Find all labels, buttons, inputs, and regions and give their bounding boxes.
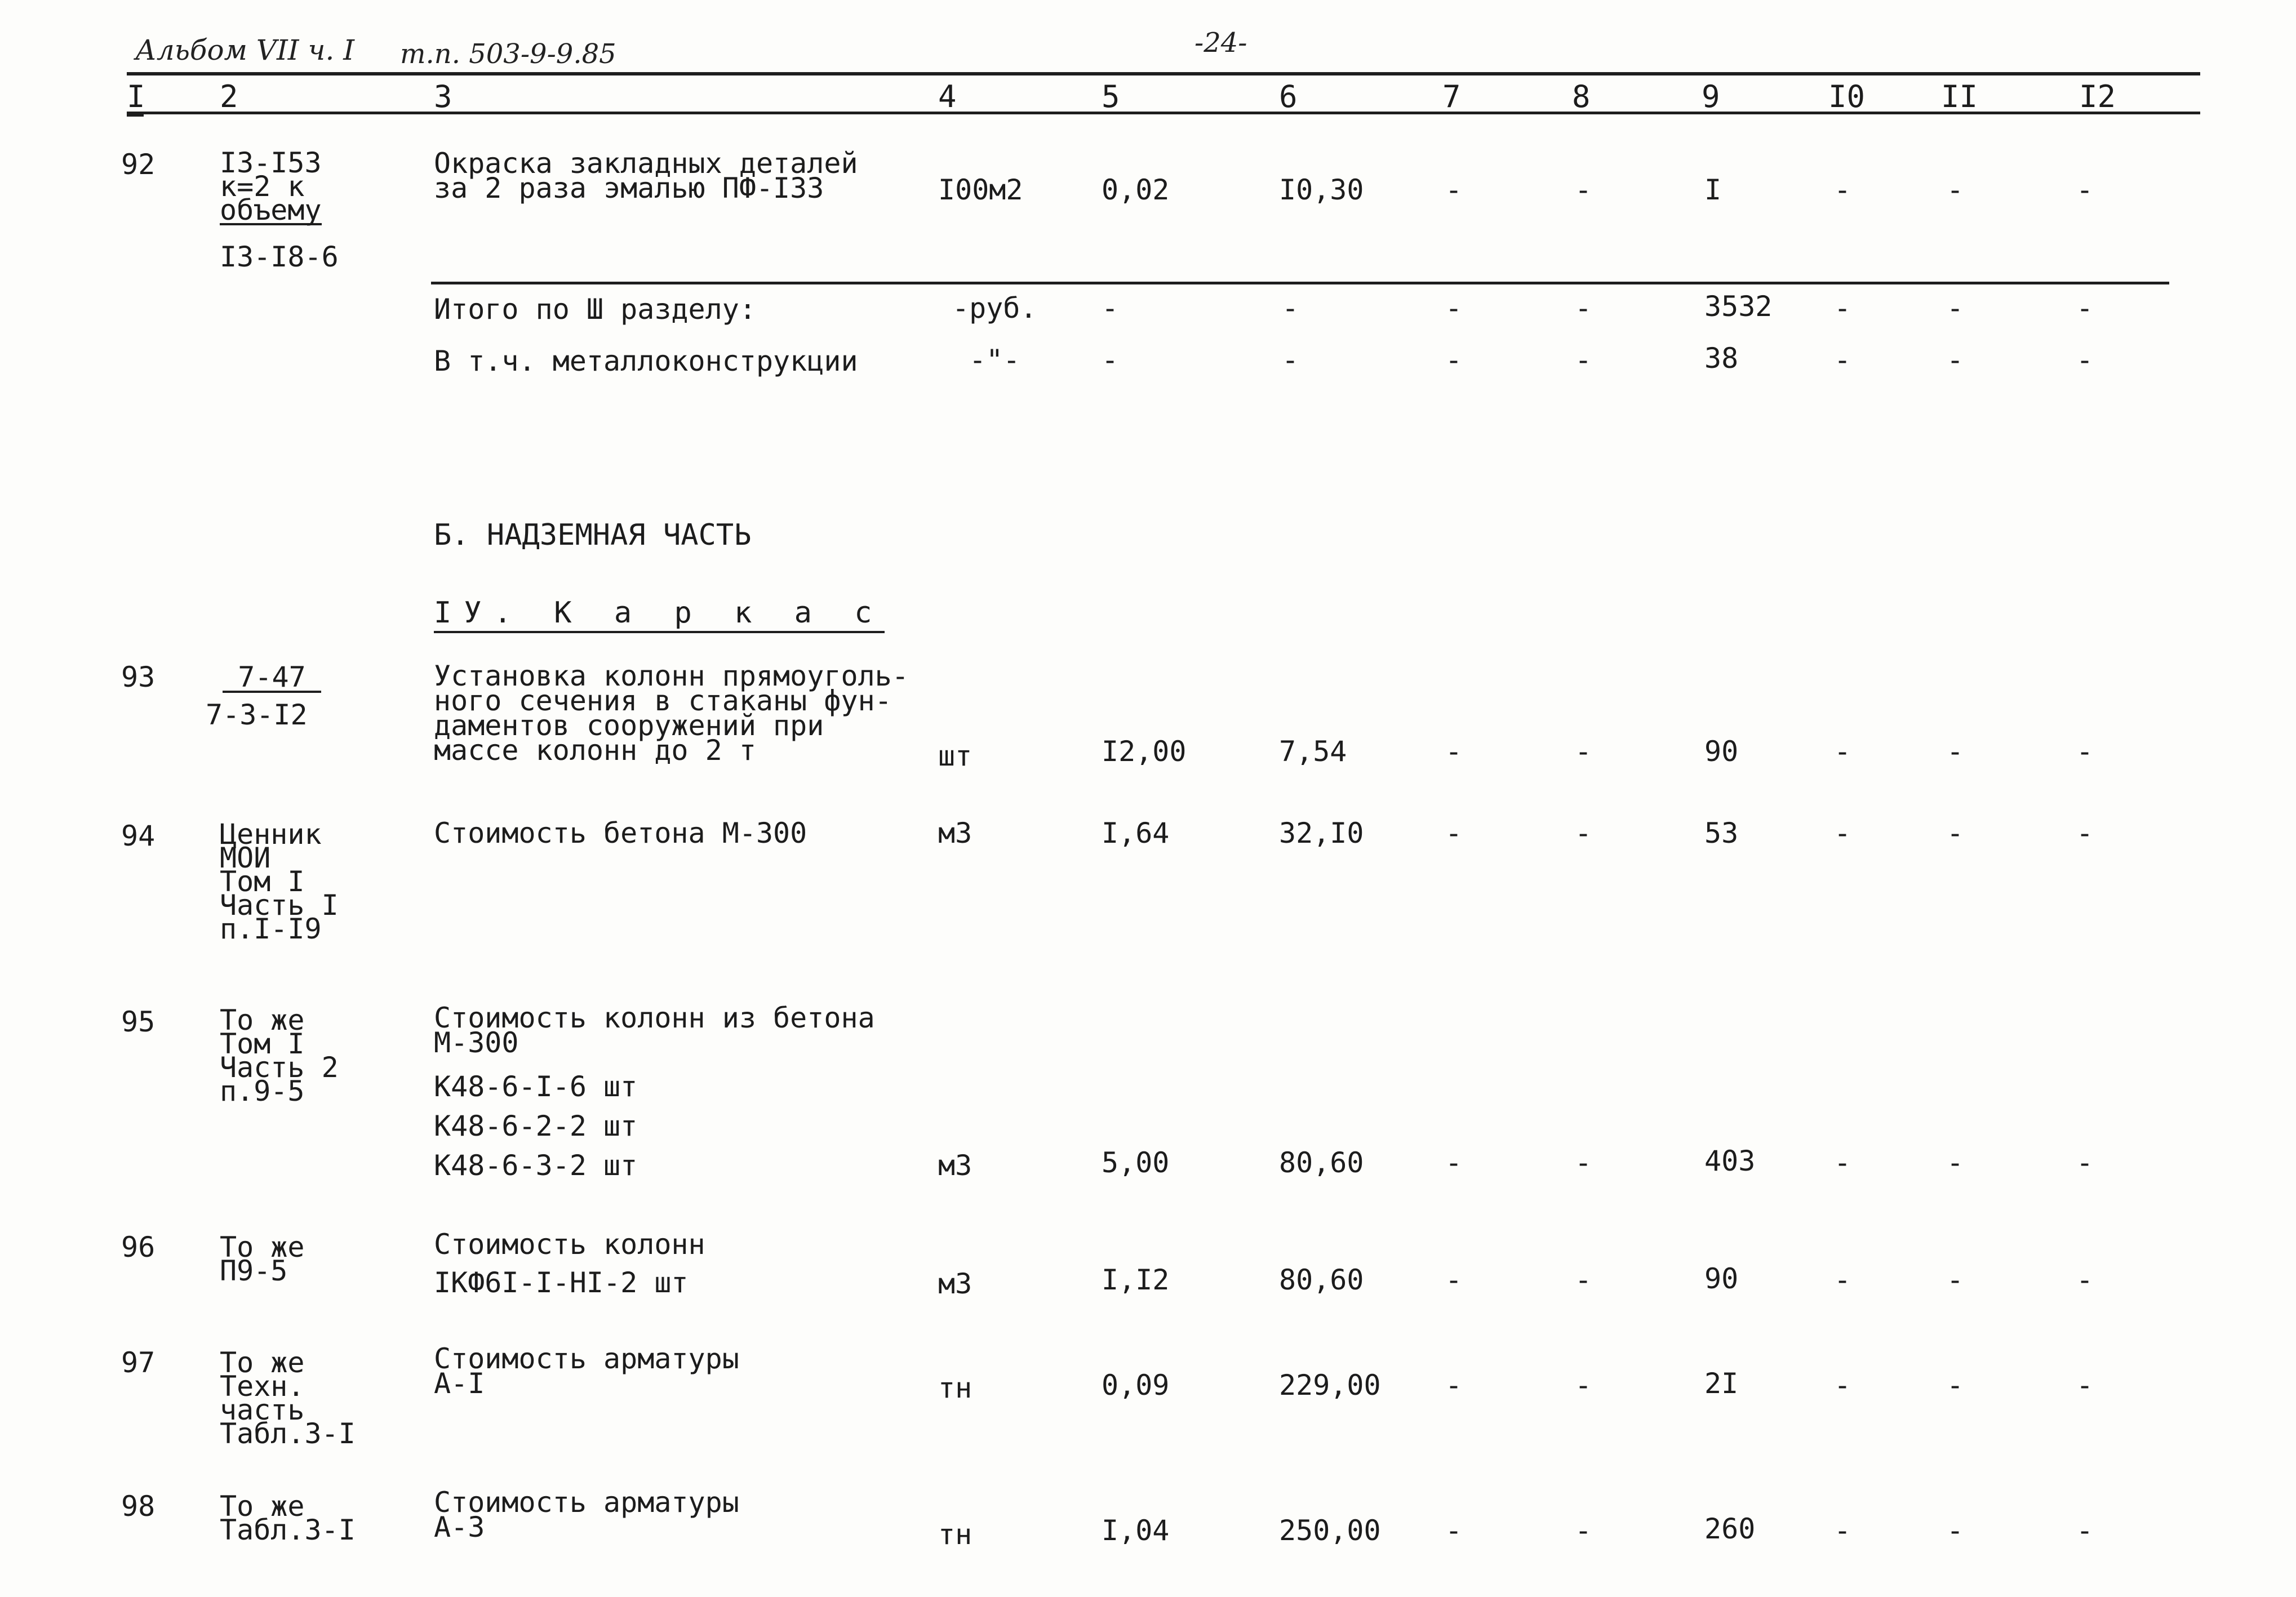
code-below: I3-I8-6: [220, 241, 339, 273]
col12-cell: -: [2076, 1514, 2094, 1547]
col9-cell: 90: [1704, 1262, 1739, 1295]
code-below: 7-3-I2: [206, 699, 308, 731]
unit-cell: шт: [938, 740, 972, 772]
col7-cell: -: [1445, 344, 1463, 376]
col8-cell: -: [1575, 174, 1592, 206]
col11-cell: -: [1947, 1146, 1964, 1179]
row-number: 94: [121, 820, 156, 852]
col9-cell: 403: [1704, 1145, 1756, 1177]
code-cell: То же Техн. часть Табл.3-I: [220, 1346, 356, 1450]
col11-cell: -: [1947, 817, 1964, 849]
col5-cell: -: [1102, 344, 1119, 376]
col5-cell: I,64: [1102, 817, 1170, 849]
album-label: Альбом VII ч. I: [135, 34, 355, 66]
col8-cell: -: [1575, 1146, 1592, 1179]
col-header-11: II: [1941, 79, 1978, 114]
element-item: К48-6-3-2 шт: [434, 1149, 638, 1182]
description-cell: Стоимость бетона М-300: [434, 817, 807, 849]
col5-cell: 5,00: [1102, 1146, 1170, 1179]
col-header-4: 4: [938, 79, 957, 114]
col10-cell: -: [1834, 292, 1851, 324]
element-item: К48-6-I-6 шт: [434, 1070, 638, 1103]
unit-cell: -"-: [969, 344, 1020, 376]
col10-cell: -: [1834, 735, 1851, 768]
col6-cell: -: [1282, 292, 1299, 324]
col10-cell: -: [1834, 1264, 1851, 1296]
col11-cell: -: [1947, 292, 1964, 324]
col8-cell: -: [1575, 292, 1592, 324]
col11-cell: -: [1947, 1264, 1964, 1296]
col-header-6: 6: [1279, 79, 1298, 114]
col6-cell: 250,00: [1279, 1514, 1381, 1547]
description-cell: Окраска закладных деталей за 2 раза эмалью ПФ-I33: [434, 147, 858, 204]
col6-cell: 7,54: [1279, 735, 1347, 768]
col-header-5: 5: [1102, 79, 1120, 114]
code-cell: То же П9-5: [220, 1231, 305, 1287]
unit-cell: м3: [938, 1149, 972, 1182]
col12-cell: -: [2076, 344, 2094, 376]
col12-cell: -: [2076, 817, 2094, 849]
subtotal-rule: [431, 282, 2169, 284]
description-cell: Установка колонн прямоуголь- ного сечения в стаканы фун- даментов сооружений при массе колонн до 2 т: [434, 660, 909, 767]
col11-cell: -: [1947, 344, 1964, 376]
description-cell: Стоимость колонн из бетона М-300: [434, 1002, 875, 1059]
unit-cell: I00м2: [938, 174, 1023, 206]
code-cell: То же Том I Часть 2 п.9-5: [220, 1004, 339, 1107]
col9-cell: 260: [1704, 1513, 1756, 1545]
col8-cell: -: [1575, 735, 1592, 768]
col9-cell: 2I: [1704, 1367, 1739, 1400]
col12-cell: -: [2076, 1264, 2094, 1296]
col6-cell: 229,00: [1279, 1369, 1381, 1402]
col10-cell: -: [1834, 817, 1851, 849]
code-cell: То же Табл.3-I: [220, 1490, 356, 1546]
col-header-2: 2: [220, 79, 238, 114]
col5-cell: 0,09: [1102, 1369, 1170, 1402]
element-item: IКФ6I-I-НI-2 шт: [434, 1266, 689, 1299]
col11-cell: -: [1947, 1514, 1964, 1547]
col6-cell: 80,60: [1279, 1264, 1364, 1296]
col10-cell: -: [1834, 1514, 1851, 1547]
col-header-1: I: [127, 79, 144, 117]
unit-cell: -руб.: [952, 292, 1037, 324]
row-number: 93: [121, 661, 156, 693]
unit-cell: м3: [938, 817, 972, 849]
col8-cell: -: [1575, 344, 1592, 376]
row-number: 92: [121, 148, 156, 181]
col7-cell: -: [1445, 174, 1463, 206]
col9-cell: 90: [1704, 735, 1739, 768]
col12-cell: -: [2076, 292, 2094, 324]
col11-cell: -: [1947, 1369, 1964, 1402]
col6-cell: 32,I0: [1279, 817, 1364, 849]
row-number: 97: [121, 1346, 156, 1379]
element-item: К48-6-2-2 шт: [434, 1110, 638, 1142]
col-header-8: 8: [1572, 79, 1591, 114]
section-heading: Б. НАДЗЕМНАЯ ЧАСТЬ: [434, 518, 752, 552]
col7-cell: -: [1445, 1264, 1463, 1296]
col11-cell: -: [1947, 174, 1964, 206]
col-header-7: 7: [1442, 79, 1461, 114]
row-number: 96: [121, 1231, 156, 1264]
col-header-9: 9: [1702, 79, 1720, 114]
col-header-10: I0: [1828, 79, 1866, 114]
unit-cell: тн: [938, 1372, 972, 1404]
col10-cell: -: [1834, 1146, 1851, 1179]
col9-cell: 38: [1704, 342, 1739, 375]
code-cell: 7-47: [223, 664, 321, 693]
col5-cell: I,04: [1102, 1514, 1170, 1547]
unit-cell: м3: [938, 1267, 972, 1300]
col9-cell: 3532: [1704, 290, 1773, 323]
col5-cell: 0,02: [1102, 174, 1170, 206]
col10-cell: -: [1834, 174, 1851, 206]
col6-cell: -: [1282, 344, 1299, 376]
col8-cell: -: [1575, 1264, 1592, 1296]
col5-cell: I,I2: [1102, 1264, 1170, 1296]
col12-cell: -: [2076, 735, 2094, 768]
col-header-12: I2: [2079, 79, 2116, 114]
col8-cell: -: [1575, 817, 1592, 849]
col7-cell: -: [1445, 1146, 1463, 1179]
col12-cell: -: [2076, 1146, 2094, 1179]
subtotal-label: В т.ч. металлоконструкции: [434, 345, 858, 377]
subsection-heading: IУ. К а р к а с: [434, 596, 885, 633]
col7-cell: -: [1445, 735, 1463, 768]
col6-cell: 80,60: [1279, 1146, 1364, 1179]
col9-cell: 53: [1704, 817, 1739, 849]
col10-cell: -: [1834, 344, 1851, 376]
description-cell: Стоимость арматуры А-3: [434, 1486, 739, 1543]
col8-cell: -: [1575, 1514, 1592, 1547]
description-cell: Стоимость арматуры А-I: [434, 1342, 739, 1400]
col12-cell: -: [2076, 1369, 2094, 1402]
row-number: 95: [121, 1006, 156, 1038]
col8-cell: -: [1575, 1369, 1592, 1402]
code-cell: Ценник МОИ Том I Часть I п.I-I9: [220, 818, 339, 945]
col7-cell: -: [1445, 1514, 1463, 1547]
col9-cell: I: [1704, 174, 1722, 206]
col5-cell: I2,00: [1102, 735, 1187, 768]
col7-cell: -: [1445, 292, 1463, 324]
header-top-rule: [127, 72, 2200, 75]
col12-cell: -: [2076, 174, 2094, 206]
project-code: т.п. 503-9-9.85: [400, 38, 616, 70]
description-cell: Стоимость колонн: [434, 1228, 705, 1261]
col10-cell: -: [1834, 1369, 1851, 1402]
col6-cell: I0,30: [1279, 174, 1364, 206]
unit-cell: тн: [938, 1518, 972, 1551]
code-cell: I3-I53 к=2 к объему: [220, 146, 322, 226]
col5-cell: -: [1102, 292, 1119, 324]
page-number: -24-: [1194, 27, 1247, 59]
col11-cell: -: [1947, 735, 1964, 768]
col7-cell: -: [1445, 1369, 1463, 1402]
row-number: 98: [121, 1490, 156, 1523]
total-label: Итого по Ш разделу:: [434, 293, 756, 326]
col-header-3: 3: [434, 79, 452, 114]
col7-cell: -: [1445, 817, 1463, 849]
